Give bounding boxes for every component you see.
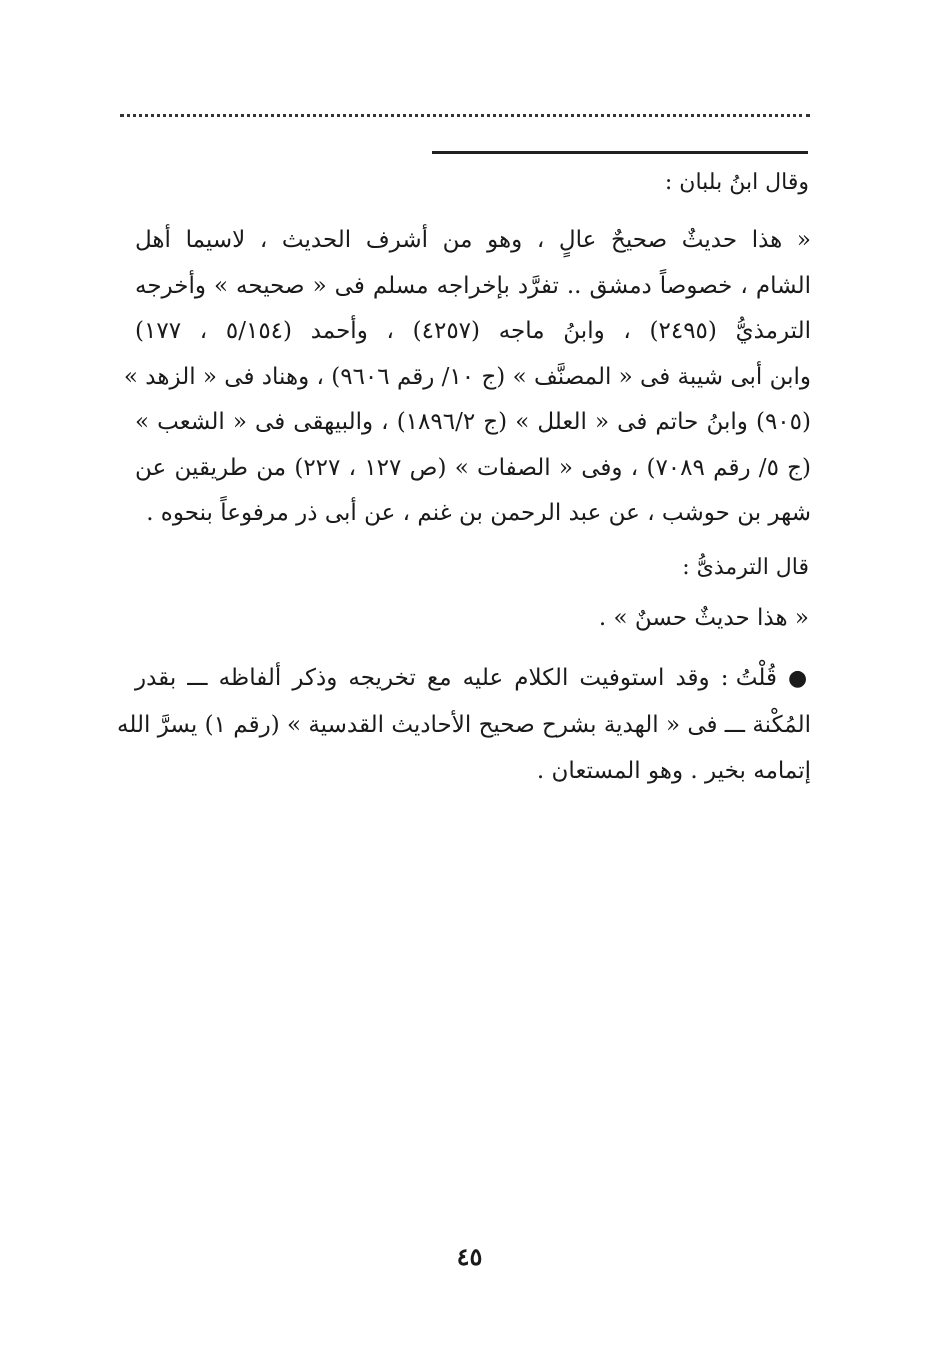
quote-paragraph bbox=[123, 218, 812, 537]
quote-line: شهر بن حوشب ، عن عبد الرحمن بن غنم ، عن أبى ذر مرفوعاً بنحوه . bbox=[146, 500, 811, 526]
quote-line: الشام ، خصوصاً دمشق .. تفرَّد بإخراجه مسلم فى « صحيحه » وأخرجه bbox=[135, 272, 811, 299]
note-line-1 bbox=[135, 655, 811, 702]
solid-separator bbox=[432, 151, 808, 154]
page-number: ٤٥ bbox=[456, 1242, 483, 1271]
quote-line: « هذا حديثٌ صحيحٌ عالٍ ، وهو من أشرف الحديث ، لاسيما أهل bbox=[135, 227, 811, 253]
quote-line: وابن أبى شيبة فى « المصنَّف » (ج ١٠/ رقم ٩٦٠٦) ، وهناد فى « الزهد » bbox=[123, 363, 811, 390]
note-line: المُكْنة ـــ فى « الهدية بشرح صحيح الأحاديث القدسية » (رقم ١) يسرَّ الله bbox=[117, 712, 811, 738]
note-line: إتمامه بخير . وهو المستعان . bbox=[536, 758, 811, 784]
heading-tirmidhi: قال الترمذىُّ : bbox=[682, 555, 809, 580]
heading-ibn-balban: وقال ابنُ بلبان : bbox=[664, 170, 809, 195]
note-paragraph bbox=[117, 655, 812, 794]
quote-line: (ج ٥/ رقم ٧٠٨٩) ، وفى « الصفات » (ص ١٢٧ ، ٢٢٧) من طريقين عن bbox=[135, 454, 812, 481]
bullet-icon: ● bbox=[788, 666, 812, 691]
quote-line: (٩٠٥) وابنُ حاتم فى « العلل » (ج ١٨٩٦/٢) ، والبيهقى فى « الشعب » bbox=[135, 409, 811, 435]
tirmidhi-quote: « هذا حديثٌ حسنٌ » . bbox=[598, 605, 809, 631]
note-line-text: قُلْتُ : وقد استوفيت الكلام عليه مع تخريجه وذكر ألفاظه ـــ بقدر bbox=[135, 665, 777, 691]
quote-line: الترمذيُّ (٢٤٩٥) ، وابنُ ماجه (٤٢٥٧) ، وأحمد (٥/١٥٤ ، ١٧٧) bbox=[135, 318, 812, 344]
dotted-separator bbox=[120, 114, 810, 117]
